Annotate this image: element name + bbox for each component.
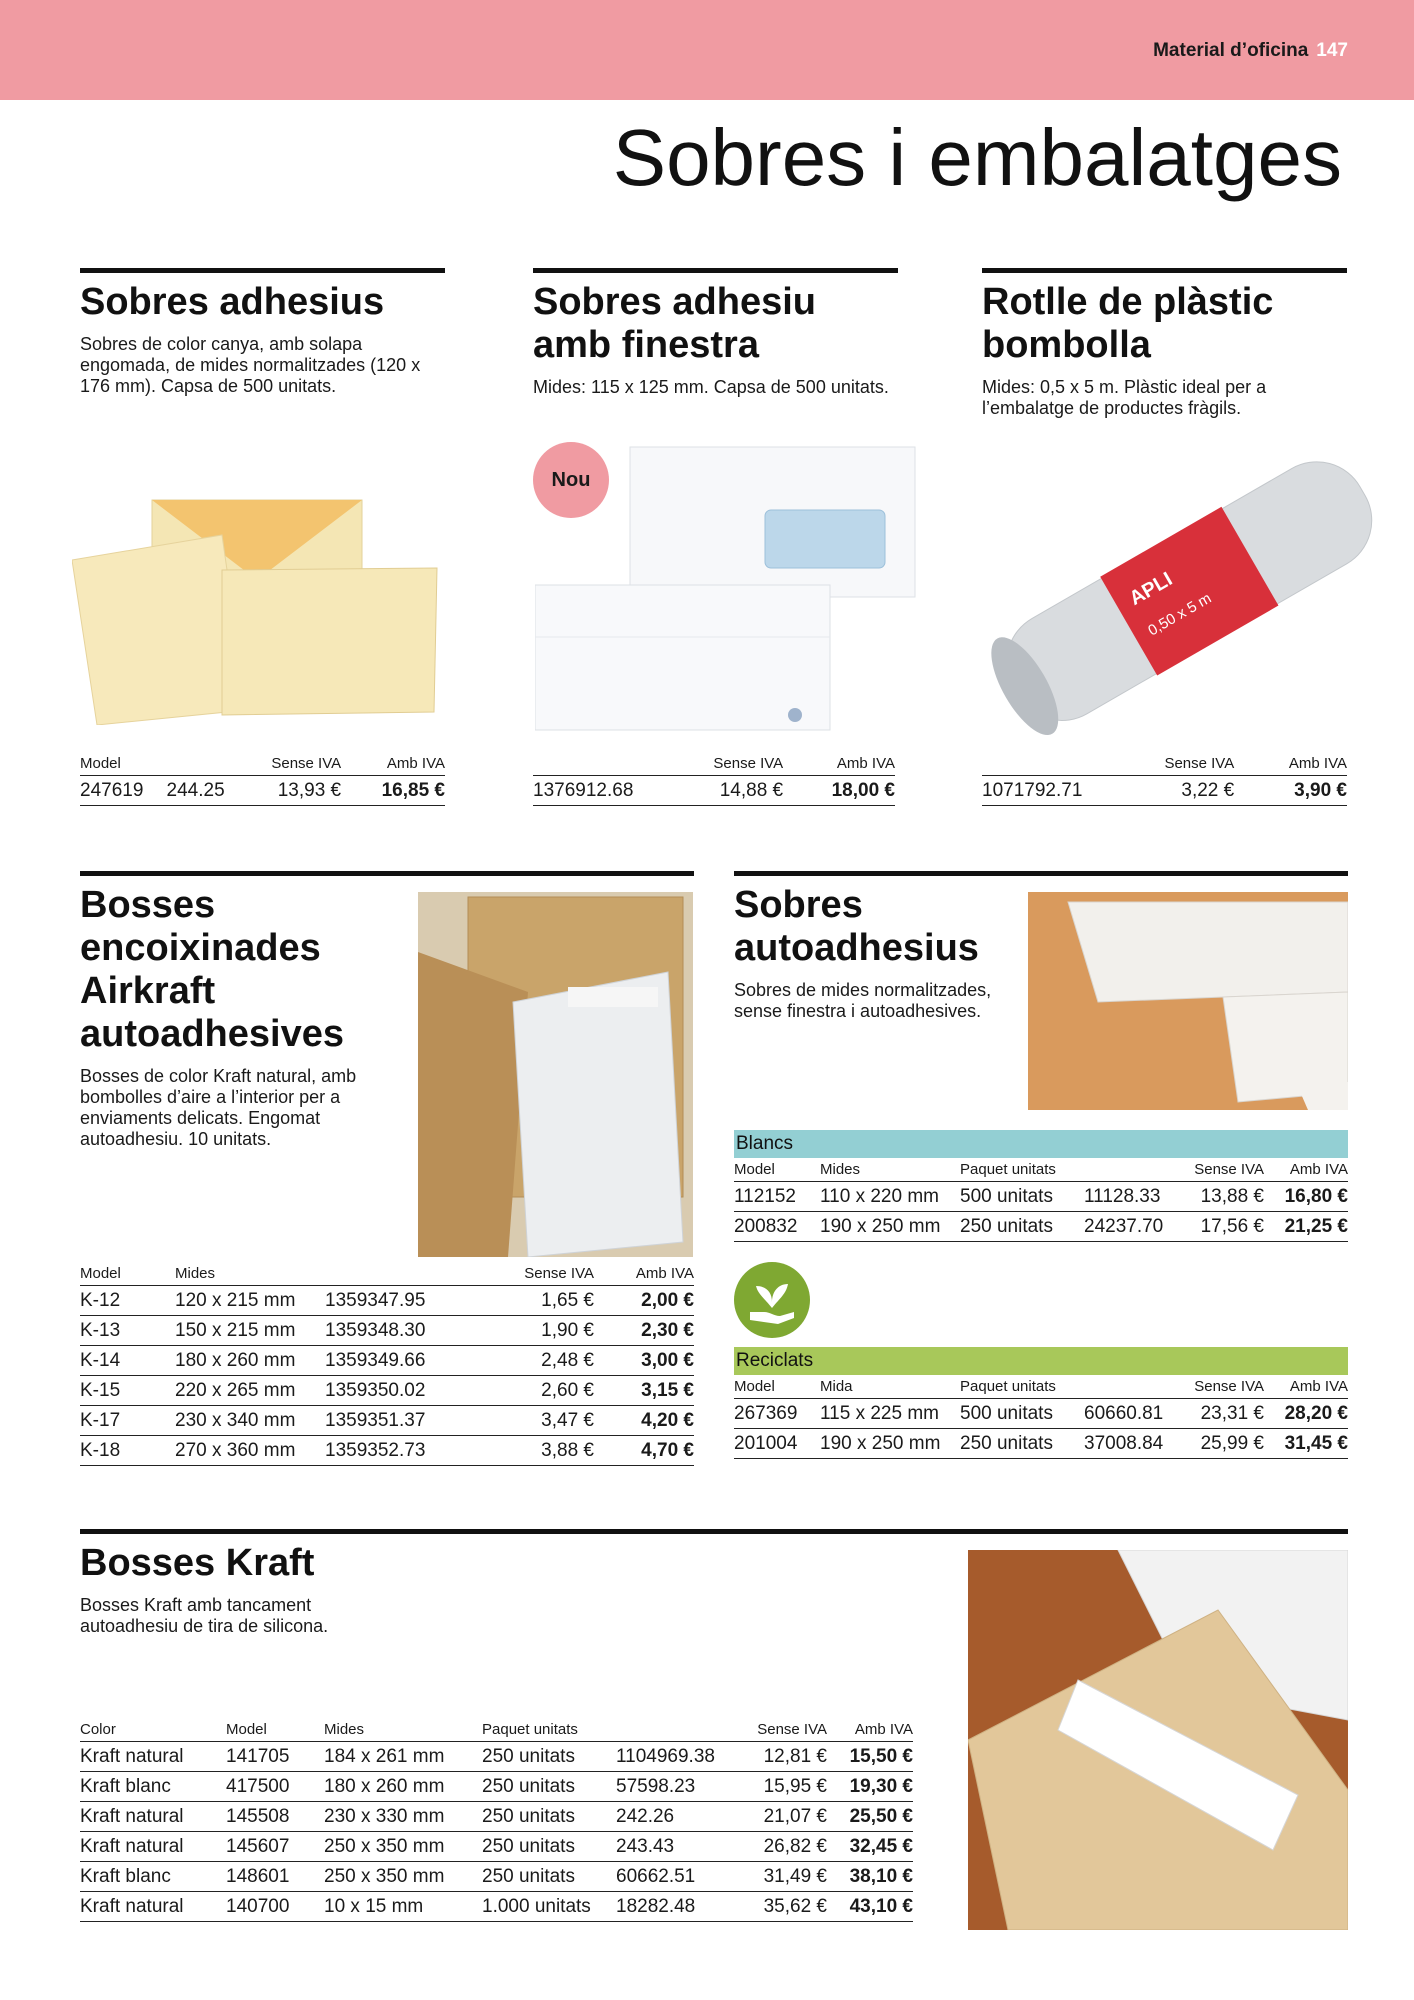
cell-ref: 1359351.37	[325, 1406, 484, 1436]
cell-color: Kraft blanc	[80, 1862, 226, 1892]
cell-size: 184 x 261 mm	[324, 1742, 482, 1772]
table-row	[80, 1802, 913, 1832]
cell-price-ex: 13,93 €	[246, 776, 341, 806]
table-row	[80, 1892, 913, 1922]
table-row	[80, 1286, 694, 1316]
section-title: Rotlle de plàstic bombolla	[982, 281, 1274, 366]
cell-pack: 250 unitats	[482, 1742, 616, 1772]
cell-model: K-14	[80, 1346, 175, 1376]
col-header: Model	[80, 1262, 175, 1286]
cell-price-inc: 16,80 €	[1264, 1182, 1348, 1212]
cell-price-ex: 17,56 €	[1180, 1212, 1264, 1242]
cell-price-ex: 35,62 €	[740, 1892, 827, 1922]
cell-ref: 1104969.38	[616, 1742, 740, 1772]
cell-pack: 500 unitats	[960, 1182, 1084, 1212]
col-header: Amb IVA	[341, 752, 445, 776]
col-header: Amb IVA	[1264, 1158, 1348, 1182]
cell-model: K-15	[80, 1376, 175, 1406]
cell-ref: 243.43	[616, 1832, 740, 1862]
table-row	[734, 1399, 1348, 1429]
label-size: 0,50 x 5 m	[1145, 589, 1215, 640]
cell-price-inc: 3,90 €	[1234, 776, 1347, 806]
cell-ref: 1359347.95	[325, 1286, 484, 1316]
section-sobres-finestra	[533, 268, 898, 398]
col-header: Model	[80, 752, 167, 776]
cell-ref: 24237.70	[1084, 1212, 1180, 1242]
col-header: Paquet unitats	[482, 1718, 616, 1742]
cell-color: Kraft natural	[80, 1892, 226, 1922]
table-row	[80, 776, 445, 806]
col-header: Amb IVA	[827, 1718, 913, 1742]
price-table-sobres-finestra	[533, 752, 895, 806]
cell-price-inc: 31,45 €	[1264, 1429, 1348, 1459]
section-description: Bosses Kraft amb tancament autoadhesiu de tira de silicona.	[80, 1595, 329, 1636]
cell-price-inc: 25,50 €	[827, 1802, 913, 1832]
cell-model: 267369	[734, 1399, 820, 1429]
cell-ref: 1359348.30	[325, 1316, 484, 1346]
col-header: Amb IVA	[594, 1262, 694, 1286]
cell-model: 417500	[226, 1772, 324, 1802]
col-header: Sense IVA	[1180, 1375, 1264, 1399]
price-table-bosses-encoixinades	[80, 1262, 694, 1466]
table-row	[80, 1376, 694, 1406]
table-row	[982, 776, 1347, 806]
cell-pack: 1.000 unitats	[482, 1892, 616, 1922]
page-number: 147	[1316, 40, 1348, 61]
cell-model: 140700	[226, 1892, 324, 1922]
cell-price-ex: 3,22 €	[1131, 776, 1234, 806]
col-header: Sense IVA	[484, 1262, 594, 1286]
cell-price-ex: 1,90 €	[484, 1316, 594, 1346]
cell-size: 180 x 260 mm	[175, 1346, 325, 1376]
col-header: Paquet unitats	[960, 1375, 1084, 1399]
cell-model: K-13	[80, 1316, 175, 1346]
cell-size: 115 x 225 mm	[820, 1399, 960, 1429]
section-title: Sobres adhesius	[80, 281, 385, 323]
cell-price-inc: 38,10 €	[827, 1862, 913, 1892]
cell-size: 250 x 350 mm	[324, 1862, 482, 1892]
cell-model: 200832	[734, 1212, 820, 1242]
cell-price-ex: 3,88 €	[484, 1436, 594, 1466]
cell-ref: 18282.48	[616, 1892, 740, 1922]
col-header: Amb IVA	[1234, 752, 1347, 776]
cell-price-inc: 4,70 €	[594, 1436, 694, 1466]
cell-ref: 57598.23	[616, 1772, 740, 1802]
cell-ref: 60662.51	[616, 1862, 740, 1892]
cell-ref: 1359350.02	[325, 1376, 484, 1406]
cell-price-ex: 15,95 €	[740, 1772, 827, 1802]
cell-size: 230 x 330 mm	[324, 1802, 482, 1832]
cell-model: 145508	[226, 1802, 324, 1832]
price-table-sobres-adhesius	[80, 752, 445, 806]
section-title: Sobres autoadhesius	[734, 884, 979, 969]
cell-ref: 60660.81	[1084, 1399, 1180, 1429]
col-header: Model	[734, 1158, 820, 1182]
price-table-bosses-kraft	[80, 1718, 913, 1922]
col-header: Mides	[324, 1718, 482, 1742]
col-header: Model	[734, 1375, 820, 1399]
product-image-bubble-wrap	[965, 430, 1395, 740]
cell-model: 141705	[226, 1742, 324, 1772]
section-title: Bosses encoixinades Airkraft autoadhesives	[80, 884, 344, 1055]
cell-color: Kraft blanc	[80, 1772, 226, 1802]
section-rule	[80, 268, 445, 273]
col-header: Mida	[820, 1375, 960, 1399]
section-title: Sobres adhesiu amb finestra	[533, 281, 816, 366]
cell-size: 180 x 260 mm	[324, 1772, 482, 1802]
cell-price-inc: 3,15 €	[594, 1376, 694, 1406]
cell-price-inc: 19,30 €	[827, 1772, 913, 1802]
cell-size: 150 x 215 mm	[175, 1316, 325, 1346]
cell-ref: 11128.33	[1084, 1182, 1180, 1212]
cell-ref: 1071792.71	[982, 776, 1131, 806]
cell-pack: 500 unitats	[960, 1399, 1084, 1429]
cell-size: 110 x 220 mm	[820, 1182, 960, 1212]
cell-model: K-18	[80, 1436, 175, 1466]
cell-model: K-12	[80, 1286, 175, 1316]
table-row	[80, 1436, 694, 1466]
col-header: Color	[80, 1718, 226, 1742]
section-rule	[734, 871, 1348, 876]
cell-pack: 250 unitats	[482, 1802, 616, 1832]
section-description: Mides: 115 x 125 mm. Capsa de 500 unitats.	[533, 377, 889, 397]
col-header: Amb IVA	[1264, 1375, 1348, 1399]
eco-leaf-hand-icon	[734, 1262, 810, 1338]
section-rule	[533, 268, 898, 273]
cell-pack: 250 unitats	[482, 1832, 616, 1862]
col-header: Mides	[175, 1262, 325, 1286]
cell-size: 190 x 250 mm	[820, 1212, 960, 1242]
section-rule	[80, 871, 694, 876]
col-header: Sense IVA	[1131, 752, 1234, 776]
table-row	[734, 1212, 1348, 1242]
price-block-reciclats	[734, 1347, 1348, 1459]
cell-price-ex: 1,65 €	[484, 1286, 594, 1316]
table-row	[80, 1742, 913, 1772]
col-header: Sense IVA	[1180, 1158, 1264, 1182]
cell-price-inc: 32,45 €	[827, 1832, 913, 1862]
table-row	[80, 1346, 694, 1376]
cell-price-inc: 21,25 €	[1264, 1212, 1348, 1242]
cell-color: Kraft natural	[80, 1832, 226, 1862]
table-row	[80, 1772, 913, 1802]
section-description: Mides: 0,5 x 5 m. Plàstic ideal per a l’embalatge de productes fràgils.	[982, 377, 1267, 418]
cell-price-inc: 2,30 €	[594, 1316, 694, 1346]
cell-price-ex: 23,31 €	[1180, 1399, 1264, 1429]
section-rotlle-bombolla	[982, 268, 1347, 419]
cell-ref: 244.25	[167, 776, 246, 806]
cell-ref: 1376912.68	[533, 776, 681, 806]
section-rule	[80, 1529, 1348, 1534]
cell-ref: 1359349.66	[325, 1346, 484, 1376]
product-image-kraft-bags	[968, 1550, 1348, 1930]
header-bar	[0, 0, 1414, 100]
section-sobres-adhesius	[80, 268, 445, 397]
cell-price-inc: 3,00 €	[594, 1346, 694, 1376]
cell-model: 148601	[226, 1862, 324, 1892]
cell-price-ex: 3,47 €	[484, 1406, 594, 1436]
cell-size: 190 x 250 mm	[820, 1429, 960, 1459]
cell-model: 145607	[226, 1832, 324, 1862]
cell-model: 201004	[734, 1429, 820, 1459]
header-section-label: Material d’oficina	[1153, 40, 1309, 61]
badge-new: Nou	[533, 442, 609, 518]
cell-model: 247619	[80, 776, 167, 806]
table-row	[80, 1832, 913, 1862]
table-row	[734, 1429, 1348, 1459]
section-description: Sobres de color canya, amb solapa engomada, de mides normalitzades (120 x 176 mm). Capsa de 500 unitats.	[80, 334, 421, 396]
cell-model: K-17	[80, 1406, 175, 1436]
cell-price-ex: 21,07 €	[740, 1802, 827, 1832]
cell-ref: 37008.84	[1084, 1429, 1180, 1459]
cell-price-inc: 2,00 €	[594, 1286, 694, 1316]
col-header: Model	[226, 1718, 324, 1742]
cell-color: Kraft natural	[80, 1802, 226, 1832]
cell-model: 112152	[734, 1182, 820, 1212]
cell-price-inc: 16,85 €	[341, 776, 445, 806]
cell-ref: 1359352.73	[325, 1436, 484, 1466]
table-row	[80, 1316, 694, 1346]
cell-size: 220 x 265 mm	[175, 1376, 325, 1406]
cell-price-ex: 14,88 €	[681, 776, 784, 806]
label-brand: APLI	[1125, 568, 1177, 610]
cell-price-inc: 15,50 €	[827, 1742, 913, 1772]
cell-pack: 250 unitats	[960, 1429, 1084, 1459]
cell-size: 230 x 340 mm	[175, 1406, 325, 1436]
cell-pack: 250 unitats	[482, 1862, 616, 1892]
cell-size: 10 x 15 mm	[324, 1892, 482, 1922]
cell-price-ex: 2,48 €	[484, 1346, 594, 1376]
table-row	[734, 1182, 1348, 1212]
cell-price-inc: 43,10 €	[827, 1892, 913, 1922]
price-table-rotlle	[982, 752, 1347, 806]
col-header: Paquet unitats	[960, 1158, 1084, 1182]
product-image-padded-bags	[418, 892, 693, 1257]
product-image-manila-envelopes	[72, 440, 442, 725]
cell-pack: 250 unitats	[960, 1212, 1084, 1242]
cell-color: Kraft natural	[80, 1742, 226, 1772]
product-image-white-envelopes	[1028, 892, 1348, 1110]
cell-price-ex: 25,99 €	[1180, 1429, 1264, 1459]
section-description: Sobres de mides normalitzades, sense finestra i autoadhesives.	[734, 980, 992, 1021]
table-row	[533, 776, 895, 806]
table-row	[80, 1862, 913, 1892]
col-header: Amb IVA	[783, 752, 895, 776]
col-header: Mides	[820, 1158, 960, 1182]
header-section	[1153, 40, 1348, 62]
cell-size: 250 x 350 mm	[324, 1832, 482, 1862]
cell-price-ex: 26,82 €	[740, 1832, 827, 1862]
cell-size: 120 x 215 mm	[175, 1286, 325, 1316]
section-title: Bosses Kraft	[80, 1542, 315, 1584]
cell-price-ex: 31,49 €	[740, 1862, 827, 1892]
col-header: Sense IVA	[740, 1718, 827, 1742]
cell-price-ex: 13,88 €	[1180, 1182, 1264, 1212]
section-description: Bosses de color Kraft natural, amb bombolles d’aire a l’interior per a enviaments delicats. Engomat autoadhesiu. 10 unitats.	[80, 1066, 357, 1149]
col-header: Sense IVA	[246, 752, 341, 776]
cell-pack: 250 unitats	[482, 1772, 616, 1802]
cell-size: 270 x 360 mm	[175, 1436, 325, 1466]
price-block-blancs	[734, 1130, 1348, 1242]
col-header: Sense IVA	[681, 752, 784, 776]
section-rule	[982, 268, 1347, 273]
cell-price-inc: 18,00 €	[783, 776, 895, 806]
cell-ref: 242.26	[616, 1802, 740, 1832]
category-bar-blancs: Blancs	[734, 1130, 1348, 1158]
cell-price-ex: 2,60 €	[484, 1376, 594, 1406]
cell-price-inc: 28,20 €	[1264, 1399, 1348, 1429]
cell-price-inc: 4,20 €	[594, 1406, 694, 1436]
category-bar-reciclats: Reciclats	[734, 1347, 1348, 1375]
page-title: Sobres i embalatges	[612, 113, 1342, 202]
cell-price-ex: 12,81 €	[740, 1742, 827, 1772]
table-row	[80, 1406, 694, 1436]
